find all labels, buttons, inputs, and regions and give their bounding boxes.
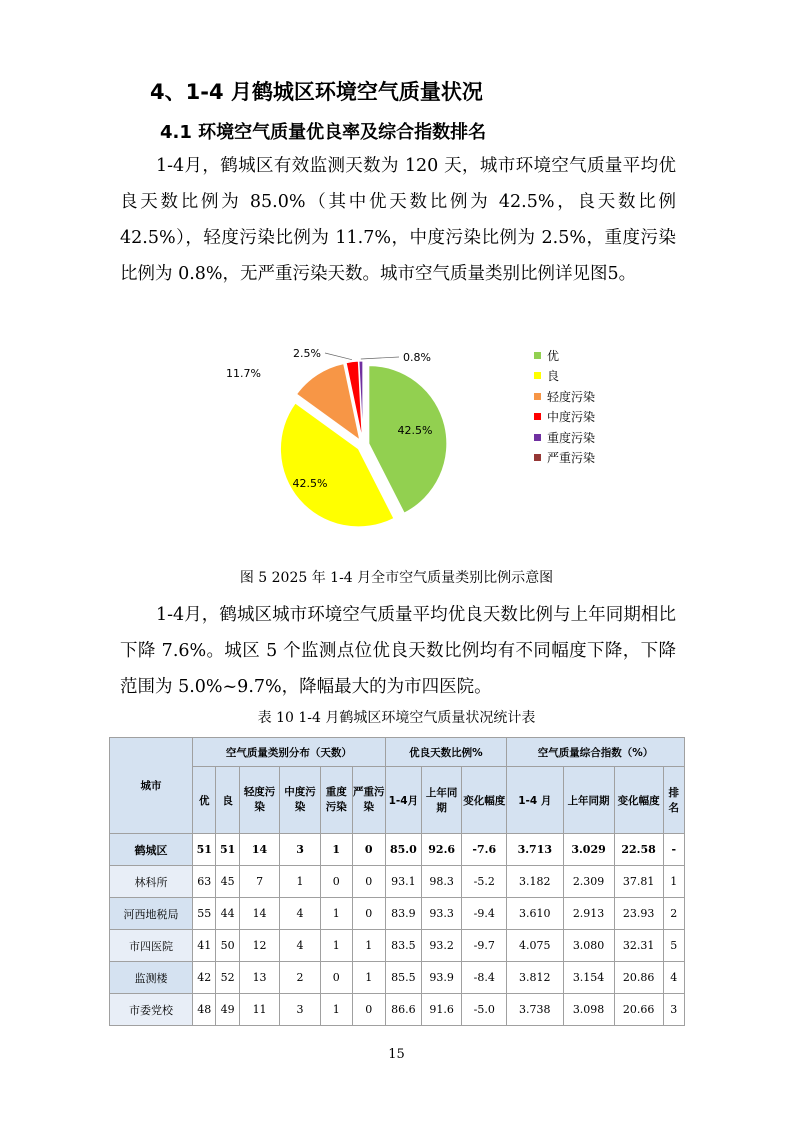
value-cell: 5 xyxy=(663,930,684,962)
data-label: 42.5% xyxy=(397,424,433,437)
subheader-cell: 轻度污染 xyxy=(239,767,279,834)
data-label: 0.8% xyxy=(403,351,431,364)
value-cell: 52 xyxy=(216,962,239,994)
table-row xyxy=(110,834,685,866)
header-composite-index: 空气质量综合指数（%） xyxy=(507,738,685,767)
value-cell: 93.2 xyxy=(421,930,461,962)
subheader-cell: 优 xyxy=(193,767,216,834)
figure-caption: 图 5 2025 年 1-4 月全市空气质量类别比例示意图 xyxy=(239,570,554,586)
subheader-cell: 上年同期 xyxy=(421,767,461,834)
value-cell: 0 xyxy=(352,834,385,866)
legend-swatch xyxy=(534,372,541,379)
value-cell: 4.075 xyxy=(507,930,563,962)
value-cell: 85.5 xyxy=(385,962,421,994)
value-cell: 98.3 xyxy=(421,866,461,898)
value-cell: 44 xyxy=(216,898,239,930)
legend-label: 良 xyxy=(547,369,560,384)
value-cell: 85.0 xyxy=(385,834,421,866)
city-cell: 林科所 xyxy=(110,866,193,898)
subheader-cell: 1-4月 xyxy=(385,767,421,834)
value-cell: 83.5 xyxy=(385,930,421,962)
value-cell: 3 xyxy=(280,994,320,1026)
legend-label: 严重污染 xyxy=(547,451,596,466)
value-cell: 3.029 xyxy=(563,834,614,866)
subheader-cell: 良 xyxy=(216,767,239,834)
value-cell: 49 xyxy=(216,994,239,1026)
data-label: 42.5% xyxy=(292,477,328,490)
value-cell: 14 xyxy=(239,898,279,930)
value-cell: 1 xyxy=(352,962,385,994)
value-cell: 50 xyxy=(216,930,239,962)
value-cell: 22.58 xyxy=(614,834,663,866)
value-cell: 2.913 xyxy=(563,898,614,930)
value-cell: -9.7 xyxy=(462,930,507,962)
value-cell: 2 xyxy=(663,898,684,930)
leader-line xyxy=(361,357,399,359)
value-cell: 93.3 xyxy=(421,898,461,930)
city-cell: 鹤城区 xyxy=(110,834,193,866)
legend-swatch xyxy=(534,454,541,461)
section-heading: 4、1-4 月鹤城区环境空气质量状况 xyxy=(150,80,483,104)
subheader-cell: 排名 xyxy=(663,767,684,834)
value-cell: 45 xyxy=(216,866,239,898)
value-cell: -7.6 xyxy=(462,834,507,866)
table-body xyxy=(110,834,685,1026)
value-cell: 0 xyxy=(352,866,385,898)
value-cell: 0 xyxy=(352,994,385,1026)
value-cell: 93.9 xyxy=(421,962,461,994)
legend-swatch xyxy=(534,393,541,400)
value-cell: -5.2 xyxy=(462,866,507,898)
subheader-cell: 1-4 月 xyxy=(507,767,563,834)
table-row xyxy=(110,994,685,1026)
legend-item xyxy=(534,427,595,448)
city-cell: 监测楼 xyxy=(110,962,193,994)
value-cell: 51 xyxy=(193,834,216,866)
value-cell: 42 xyxy=(193,962,216,994)
value-cell: 0 xyxy=(320,962,352,994)
paragraph-comparison: 1-4月，鹤城区城市环境空气质量平均优良天数比例与上年同期相比下降 7.6%。城区 5 个监测点位优良天数比例均有不同幅度下降，下降范围为 5.0%~9.7%，降幅最大的为市四医院。 xyxy=(120,605,676,697)
value-cell: 3.713 xyxy=(507,834,563,866)
legend-item xyxy=(534,407,595,428)
value-cell: 3.182 xyxy=(507,866,563,898)
header-city: 城市 xyxy=(110,738,193,834)
value-cell: 1 xyxy=(320,930,352,962)
value-cell: 32.31 xyxy=(614,930,663,962)
header-category-distribution: 空气质量类别分布（天数） xyxy=(193,738,386,767)
value-cell: 92.6 xyxy=(421,834,461,866)
table-row xyxy=(110,898,685,930)
value-cell: 3.812 xyxy=(507,962,563,994)
subheader-cell: 中度污染 xyxy=(280,767,320,834)
table-row xyxy=(110,930,685,962)
value-cell: 55 xyxy=(193,898,216,930)
value-cell: 86.6 xyxy=(385,994,421,1026)
value-cell: -9.4 xyxy=(462,898,507,930)
subheader-cell: 严重污染 xyxy=(352,767,385,834)
city-cell: 市四医院 xyxy=(110,930,193,962)
value-cell: 1 xyxy=(280,866,320,898)
header-good-ratio: 优良天数比例% xyxy=(385,738,506,767)
value-cell: 93.1 xyxy=(385,866,421,898)
value-cell: 23.93 xyxy=(614,898,663,930)
value-cell: 0 xyxy=(352,898,385,930)
value-cell: 83.9 xyxy=(385,898,421,930)
value-cell: 3 xyxy=(663,994,684,1026)
paragraph-summary: 1-4月，鹤城区有效监测天数为 120 天，城市环境空气质量平均优良天数比例为 85.0%（其中优天数比例为 42.5%，良天数比例42.5%），轻度污染比例为 11.7%，中度污染比例为 2.5%，重度污染比例为 0.8%，无严重污染天数。城市空气质量类别比例详见图5。 xyxy=(120,156,676,284)
legend-label: 中度污染 xyxy=(547,410,596,425)
value-cell: 3 xyxy=(280,834,320,866)
value-cell: 63 xyxy=(193,866,216,898)
value-cell: 4 xyxy=(663,962,684,994)
leader-line xyxy=(325,353,352,360)
legend-swatch xyxy=(534,413,541,420)
legend-label: 轻度污染 xyxy=(547,389,596,404)
value-cell: 1 xyxy=(352,930,385,962)
air-quality-table xyxy=(109,737,685,1026)
value-cell: 1 xyxy=(320,898,352,930)
page-number: 15 xyxy=(388,1047,405,1062)
value-cell: 91.6 xyxy=(421,994,461,1026)
value-cell: 12 xyxy=(239,930,279,962)
legend-item xyxy=(534,386,595,407)
legend-label: 优 xyxy=(547,348,560,363)
value-cell: 3.098 xyxy=(563,994,614,1026)
pie-chart xyxy=(225,337,525,547)
value-cell: 41 xyxy=(193,930,216,962)
legend-item xyxy=(534,448,595,469)
city-cell: 市委党校 xyxy=(110,994,193,1026)
value-cell: -5.0 xyxy=(462,994,507,1026)
subsection-heading: 4.1 环境空气质量优良率及综合指数排名 xyxy=(160,122,487,143)
value-cell: 51 xyxy=(216,834,239,866)
value-cell: 37.81 xyxy=(614,866,663,898)
value-cell: 7 xyxy=(239,866,279,898)
value-cell: 2 xyxy=(280,962,320,994)
value-cell: 3.080 xyxy=(563,930,614,962)
value-cell: 14 xyxy=(239,834,279,866)
subheader-cell: 重度污染 xyxy=(320,767,352,834)
value-cell: 20.66 xyxy=(614,994,663,1026)
value-cell: 0 xyxy=(320,866,352,898)
value-cell: 3.154 xyxy=(563,962,614,994)
table-caption: 表 10 1-4 月鹤城区环境空气质量状况统计表 xyxy=(257,710,536,726)
legend-item xyxy=(534,366,595,387)
value-cell: 48 xyxy=(193,994,216,1026)
legend-swatch xyxy=(534,434,541,441)
subheader-cell: 变化幅度 xyxy=(614,767,663,834)
value-cell: 20.86 xyxy=(614,962,663,994)
data-label: 2.5% xyxy=(293,347,321,360)
subheader-cell: 上年同期 xyxy=(563,767,614,834)
city-cell: 河西地税局 xyxy=(110,898,193,930)
subheader-row xyxy=(110,767,685,834)
value-cell: 4 xyxy=(280,930,320,962)
value-cell: 1 xyxy=(663,866,684,898)
value-cell: 1 xyxy=(320,834,352,866)
value-cell: 3.610 xyxy=(507,898,563,930)
data-label: 11.7% xyxy=(226,367,261,380)
value-cell: - xyxy=(663,834,684,866)
value-cell: -8.4 xyxy=(462,962,507,994)
value-cell: 1 xyxy=(320,994,352,1026)
value-cell: 11 xyxy=(239,994,279,1026)
value-cell: 2.309 xyxy=(563,866,614,898)
pie-slice xyxy=(369,366,447,513)
value-cell: 13 xyxy=(239,962,279,994)
legend-swatch xyxy=(534,352,541,359)
legend-item xyxy=(534,345,595,366)
legend-label: 重度污染 xyxy=(547,430,596,445)
table-row xyxy=(110,962,685,994)
chart-legend xyxy=(534,345,595,468)
value-cell: 3.738 xyxy=(507,994,563,1026)
subheader-cell: 变化幅度 xyxy=(462,767,507,834)
table-row xyxy=(110,866,685,898)
value-cell: 4 xyxy=(280,898,320,930)
